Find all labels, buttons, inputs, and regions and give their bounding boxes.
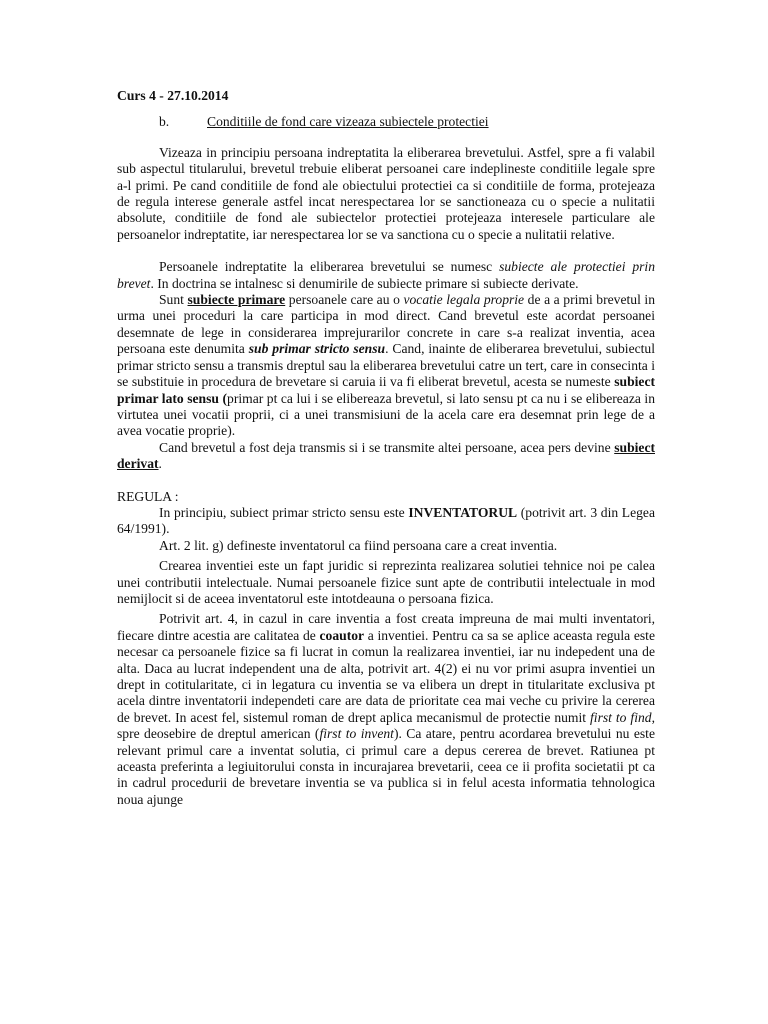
- paragraph-2: Persoanele indreptatite la eliberarea brevetului se numesc subiecte ale protectiei prin brevet. In doctrina se intalnesc si denumirile de subiecte primare si subiecte derivate.: [117, 259, 655, 291]
- section-heading-text: Conditiile de fond care vizeaza subiectele protectiei: [207, 114, 489, 130]
- section-heading: [117, 114, 655, 130]
- paragraph-4: Cand brevetul a fost deja transmis si i se transmite altei persoane, acea pers devine subiect derivat.: [117, 439, 655, 472]
- paragraph-1: Vizeaza in principiu persoana indreptatita la eliberarea brevetului. Astfel, spre a fi valabil sub aspectul titularului, brevetul trebuie eliberat persoanei care indeplineste conditiile legale spre a-l primi. Pe cand conditiile de fond ale obiectului protectiei ca si conditiile de forma, protejeaza de regula interese generale astfel incat nerespectarea lor se sanctioneaza cu o specie a nulitatii absolute, conditiile de fond ale subiectelor protectiei protejeaza interesele particulare ale persoanelor indreptatite, iar nerespectarea lor se va sanctiona cu o specie a nulitatii relative.: [117, 144, 655, 242]
- section-letter: b.: [159, 114, 170, 130]
- paragraph-5: In principiu, subiect primar stricto sensu este INVENTATORUL (potrivit art. 3 din Legea 64/1991).: [117, 504, 655, 537]
- paragraph-7: Crearea inventiei este un fapt juridic si reprezinta realizarea solutiei tehnice noi pe calea unei contributii intelectuale. Numai persoanele fizice sunt apte de contributii intelectuale in mod nemijlocit si de aceea inventatorul este intotdeauna o persoana fizica.: [117, 558, 655, 606]
- paragraph-6: Art. 2 lit. g) defineste inventatorul ca fiind persoana care a creat inventia.: [159, 537, 558, 553]
- paragraph-8: Potrivit art. 4, in cazul in care inventia a fost creata impreuna de mai multi inventatori, fiecare dintre acestia are calitatea de coautor a inventiei. Pentru ca sa se aplice aceasta regula este necesar ca persoanele fizice sa fi lucrat in comun la realizarea inventiei, iar nu indepedent una de alta. Daca au lucrat independent una de alta, potrivit art. 4(2) ei nu vor primi asupra inventiei un drept in cotitularitate, ci in legatura cu inventia se va elibera un drept in titularitate exclusiva pt acela dintre inventatorii independeti care are data de prioritate cea mai veche cu privire la cererea de brevet. In acest fel, sistemul roman de drept aplica mecanismul de protectie numit first to find, spre deosebire de dreptul american (first to invent). Ca atare, pentru acordarea brevetului nu este relevant primul care a inventat solutia, ci primul care a depus cererea de brevet. Ratiunea pt aceasta preferinta a legiuitorului consta in incurajarea brevetarii, ceea ce ii profita societatii pt ca in cadrul procedurii de brevetare inventia se va publica si in felul acesta informatia tehnologica noua ajunge: [117, 611, 655, 807]
- regula-label: REGULA :: [117, 488, 179, 504]
- document-title: Curs 4 - 27.10.2014: [117, 88, 229, 103]
- paragraph-3: Sunt subiecte primare persoanele care au o vocatie legala proprie de a a primi brevetul in urma unei proceduri la care participa in mod direct. Cand brevetul este acordat persoanei desemnate de lege in considerarea imprejurarilor concrete in care s-a realizat inventia, acea persoana este denumita sub primar stricto sensu. Cand, inainte de eliberarea brevetului, subiectul primar stricto sensu a transmis dreptul sau la eliberarea brevetului catre un tert, care in consecinta i se substituie in procedura de brevetare si caruia ii va fi eliberat brevetul, acesta se numeste subiect primar lato sensu (primar pt ca lui i se elibereaza brevetul, si lato sensu pt ca nu i se elibereaza in virtutea unei vocatii proprii, ci a unei transmisiuni de la acela care era desemnat prin lege de a avea vocatie proprie).: [117, 292, 655, 439]
